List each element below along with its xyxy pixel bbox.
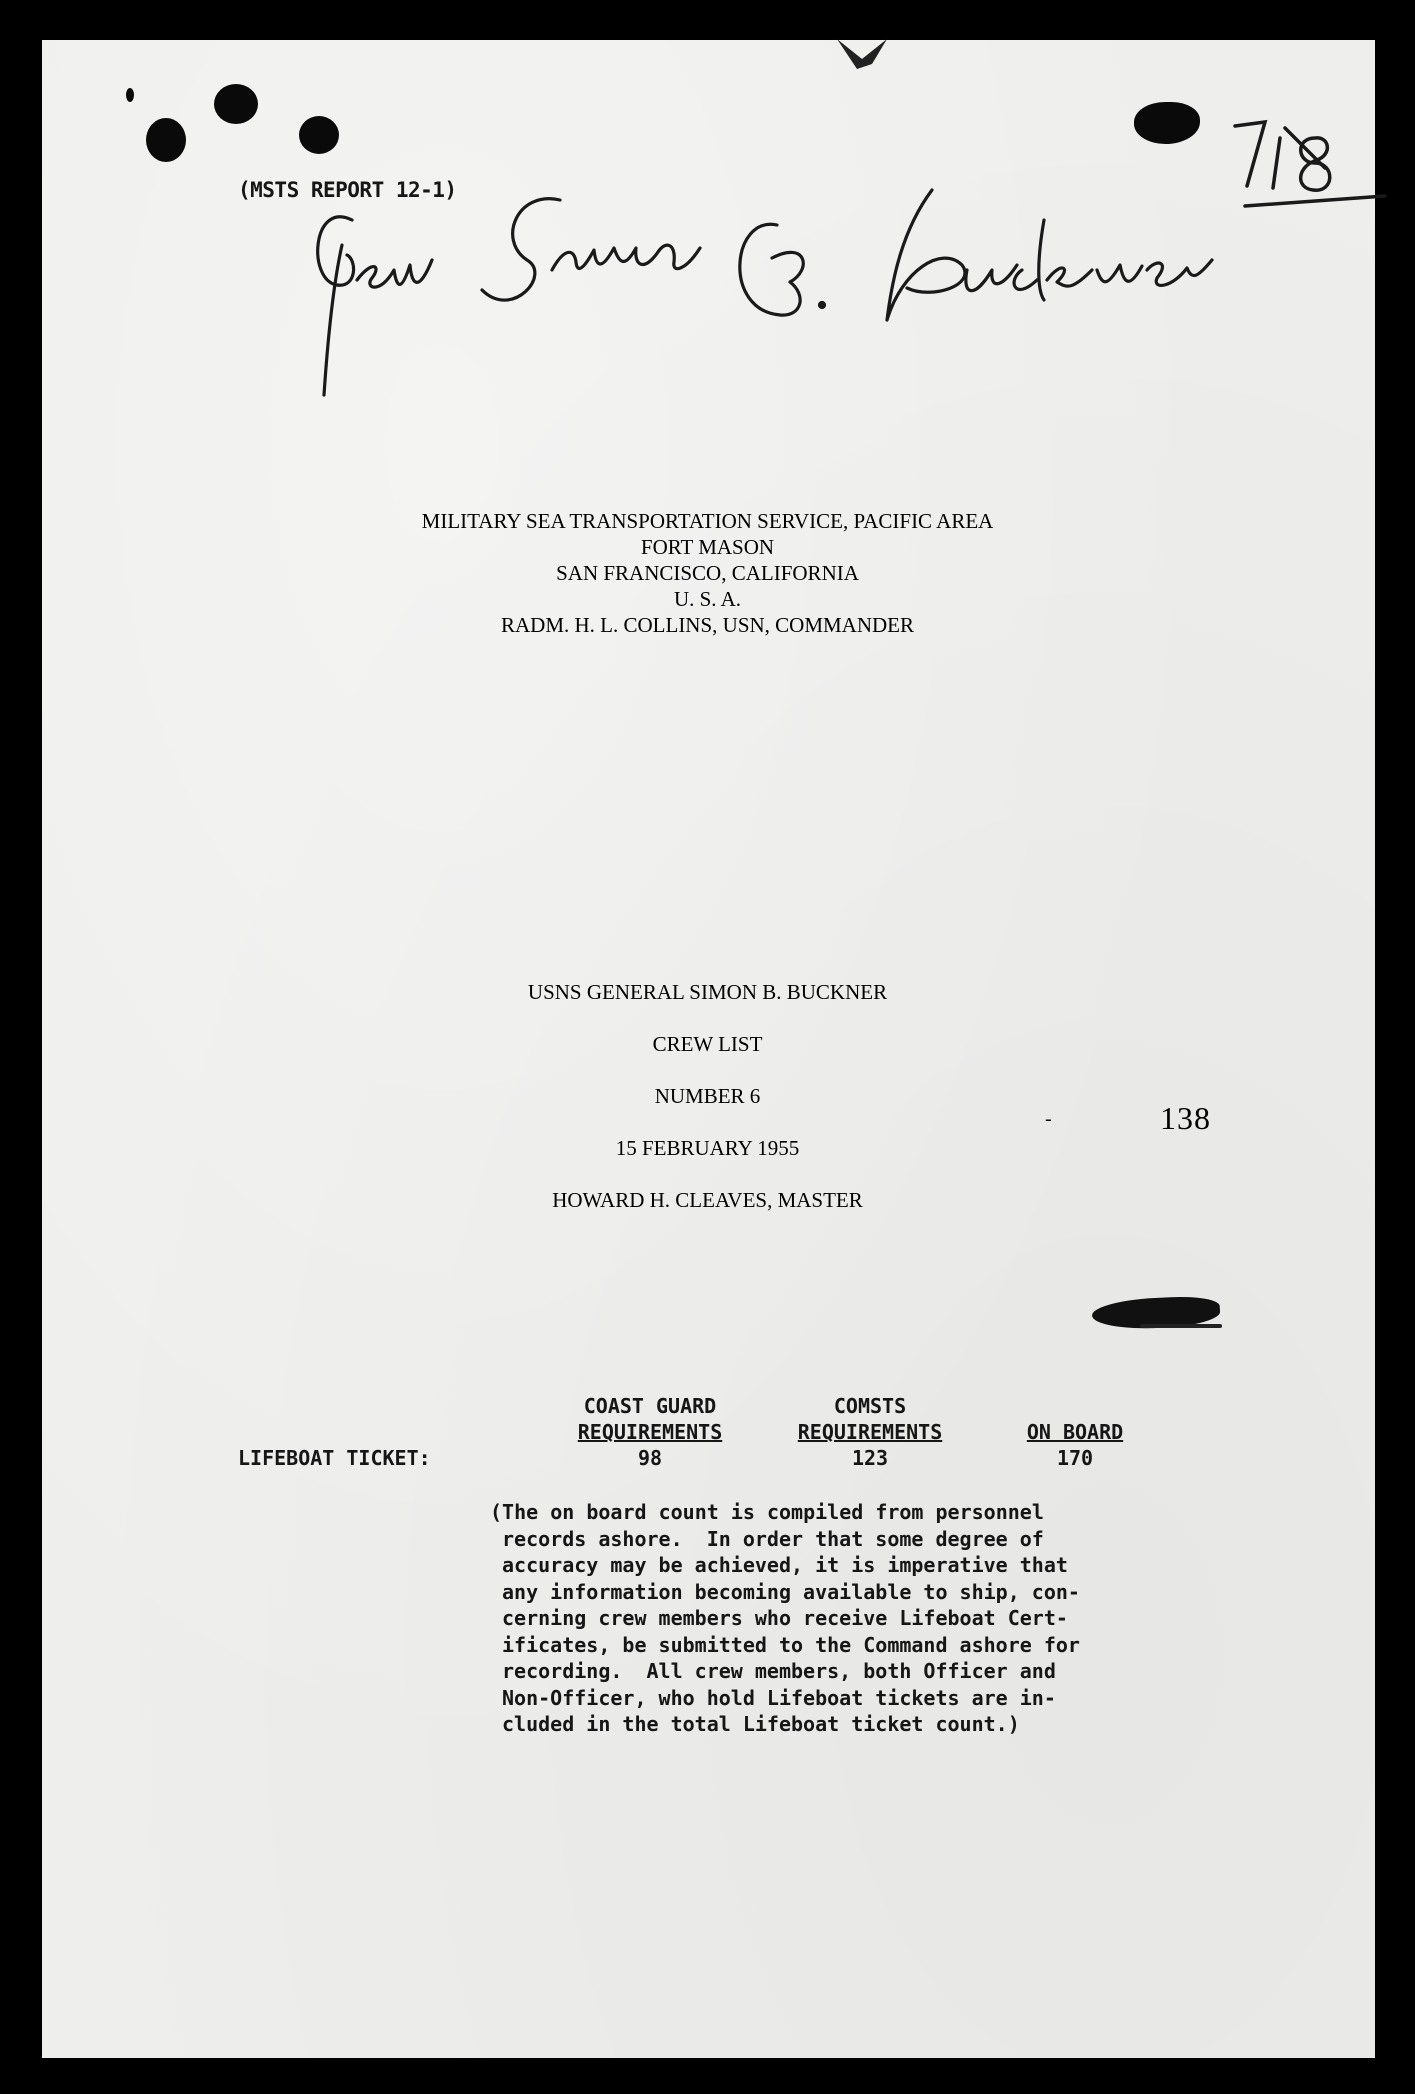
coast-guard-header-2: REQUIREMENTS (577, 1420, 723, 1444)
punch-hole-left-mid (146, 118, 186, 162)
note-line: recording. All crew members, both Officer and (502, 1659, 1056, 1683)
comsts-header-1: COMSTS (833, 1394, 907, 1418)
note-line: cluded in the total Lifeboat ticket count.) (502, 1712, 1020, 1736)
note-line: accuracy may be achieved, it is imperative that (502, 1553, 1068, 1577)
punch-hole-left-top (214, 84, 258, 124)
coast-guard-column (560, 1393, 740, 1471)
note-line: ificates, be submitted to the Command ashore for (502, 1632, 1080, 1657)
ink-blot-tail (1140, 1324, 1222, 1328)
header-line-1: MILITARY SEA TRANSPORTATION SERVICE, PACIFIC AREA (421, 509, 994, 533)
coast-guard-value: 98 (637, 1446, 663, 1470)
header-line-4: U. S. A. (673, 587, 742, 611)
stamped-number: 138 (1160, 1100, 1211, 1136)
note-line: Non-Officer, who hold Lifeboat tickets are in- (502, 1685, 1056, 1710)
comsts-header-2: REQUIREMENTS (797, 1420, 943, 1444)
lifeboat-ticket-label: LIFEBOAT TICKET: (238, 1446, 431, 1470)
punch-hole-right (1134, 102, 1200, 144)
comsts-value: 123 (851, 1446, 889, 1470)
coast-guard-header-1: COAST GUARD (583, 1394, 717, 1418)
list-number: NUMBER 6 (654, 1084, 761, 1108)
handwritten-page-number (1225, 108, 1405, 238)
note-line: records ashore. In order that some degree of (502, 1526, 1044, 1551)
list-date: 15 FEBRUARY 1955 (615, 1136, 800, 1160)
ship-name: USNS GENERAL SIMON B. BUCKNER (527, 980, 888, 1004)
punch-hole-left-right (299, 116, 339, 154)
lifeboat-note (490, 1499, 1190, 1738)
on-board-column (1010, 1393, 1140, 1471)
note-line: cerning crew members who receive Lifeboat Cert- (502, 1606, 1068, 1630)
report-label: (MSTS REPORT 12-1) (238, 178, 457, 202)
handwritten-signature (302, 170, 1242, 470)
crew-list-title: CREW LIST (652, 1032, 763, 1056)
ship-master: HOWARD H. CLEAVES, MASTER (552, 1188, 863, 1212)
on-board-value: 170 (1056, 1446, 1094, 1470)
note-line: any information becoming available to ship, con- (502, 1579, 1080, 1604)
paper-tear-mark (832, 34, 892, 74)
note-line: (The on board count is compiled from personnel (490, 1500, 1044, 1524)
on-board-header-2: ON BOARD (1026, 1420, 1124, 1444)
on-board-header-1 (1010, 1393, 1140, 1419)
ink-speck (126, 88, 134, 102)
stray-dash: - (1045, 1108, 1052, 1130)
header-line-3: SAN FRANCISCO, CALIFORNIA (556, 561, 859, 585)
header-line-5: RADM. H. L. COLLINS, USN, COMMANDER (500, 613, 915, 637)
comsts-column (780, 1393, 960, 1471)
agency-header (0, 508, 1415, 638)
header-line-2: FORT MASON (640, 535, 775, 559)
